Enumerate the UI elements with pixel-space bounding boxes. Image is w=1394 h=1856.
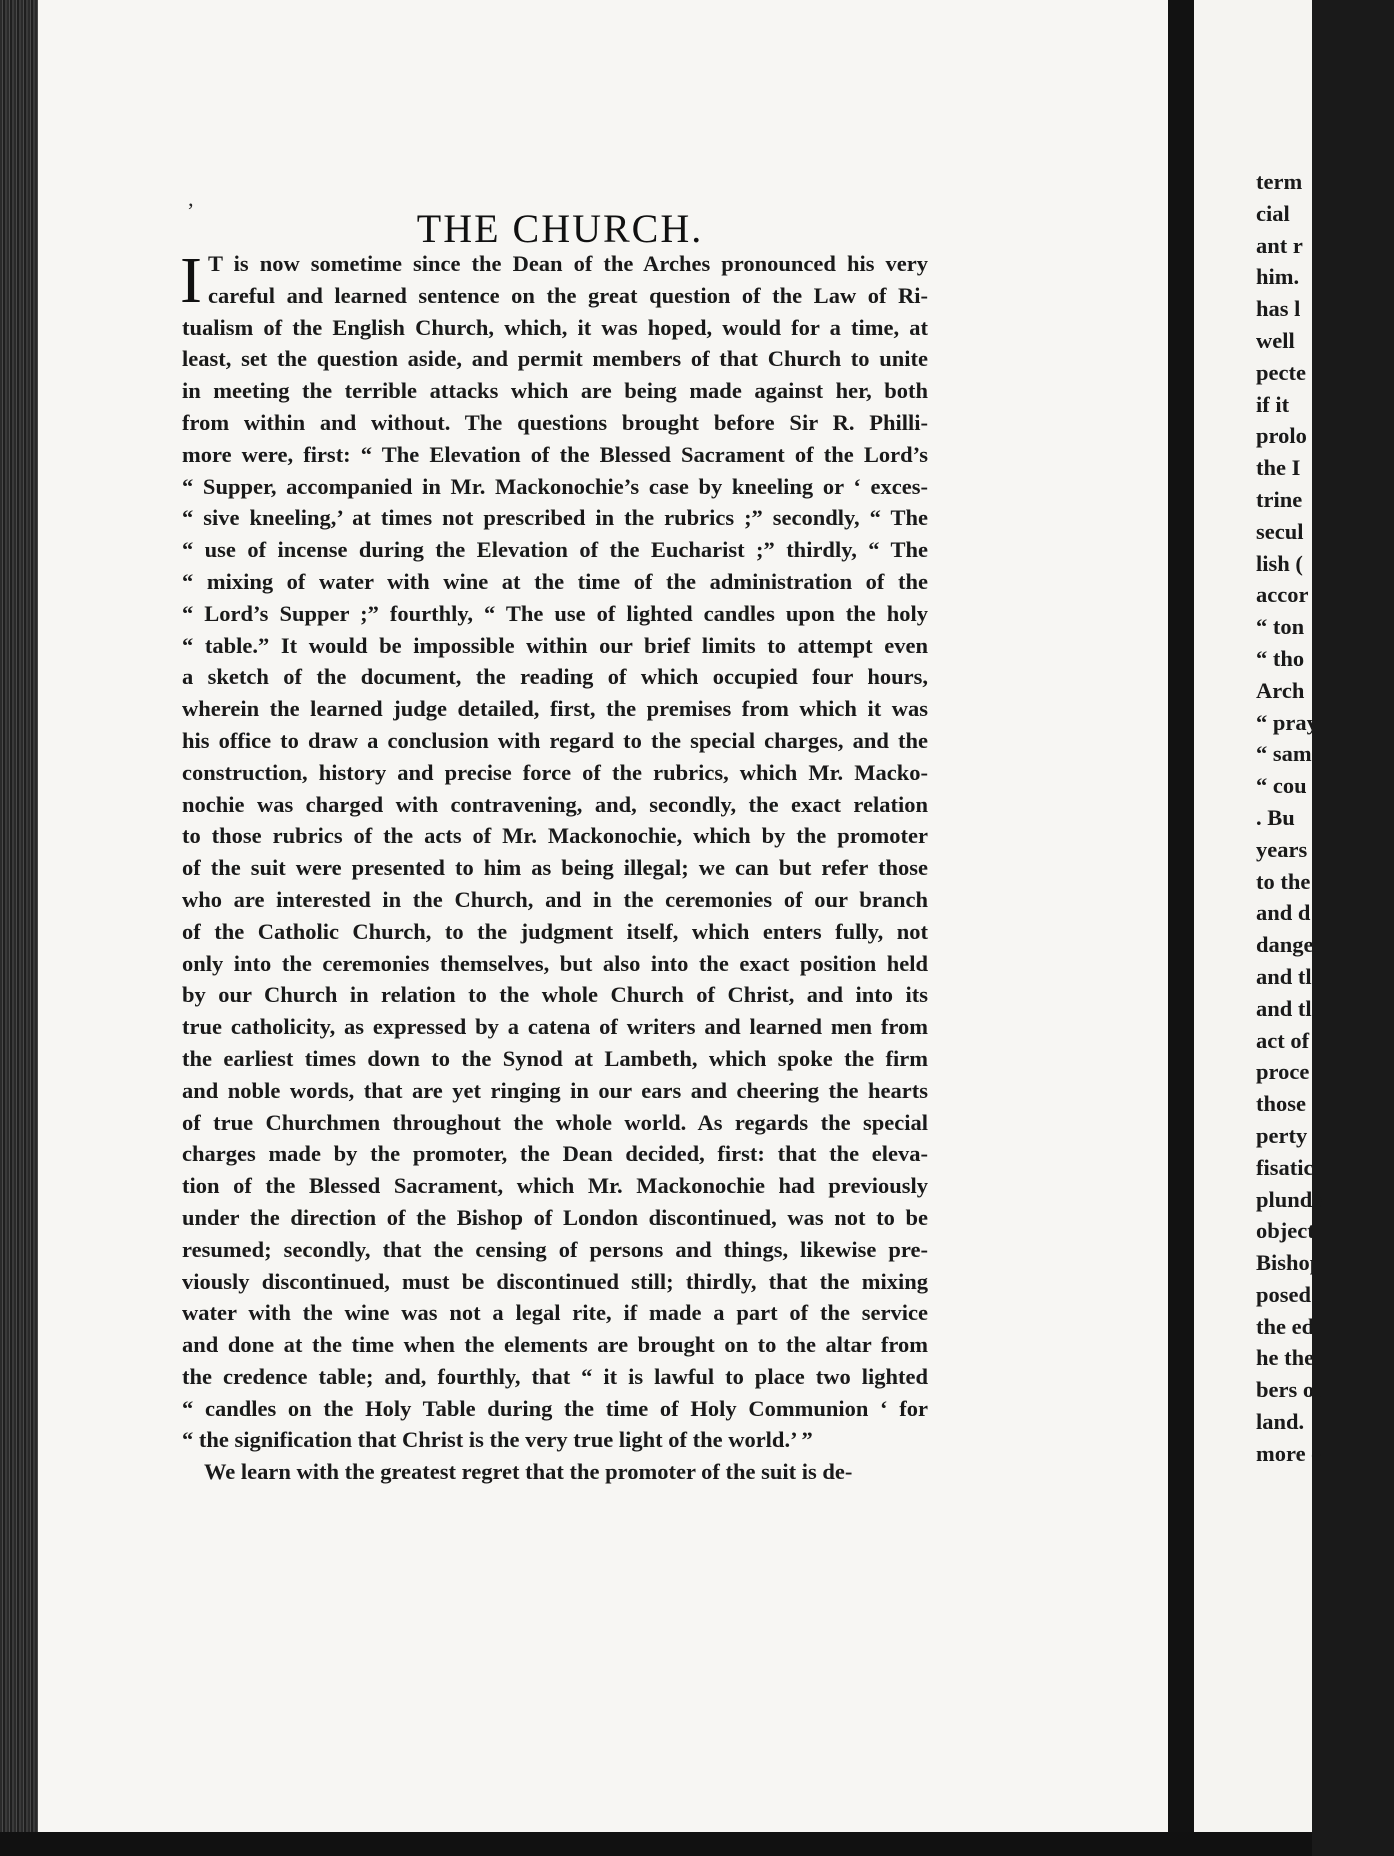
article-line: true catholicity, as expressed by a catena of writers and learned men from — [182, 1014, 928, 1040]
page-gutter — [1168, 0, 1194, 1856]
article-line: to those rubrics of the acts of Mr. Mackonochie, which by the promoter — [182, 823, 928, 849]
facing-page-line: act of — [1256, 1027, 1310, 1053]
facing-page-line: and d — [1256, 900, 1311, 926]
article-line: least, set the question aside, and permit members of that Church to unite — [182, 346, 928, 372]
facing-page-line: and tl — [1256, 963, 1312, 989]
facing-page-line: well — [1256, 327, 1295, 353]
facing-page-line: “ tho — [1256, 645, 1305, 671]
facing-page-line: “ cou — [1256, 773, 1307, 799]
facing-page-line: and tl — [1256, 995, 1312, 1021]
article-line: “ table.” It would be impossible within our brief limits to attempt even — [182, 632, 928, 658]
facing-page-line: “ pray — [1256, 709, 1318, 735]
title-mark: ‚ — [187, 186, 195, 211]
facing-page-line: “ sam — [1256, 741, 1312, 767]
facing-page-line: he the — [1256, 1345, 1315, 1371]
article-body — [180, 244, 928, 1488]
article-line: wherein the learned judge detailed, first, the premises from which it was — [182, 696, 928, 722]
facing-page-line: fisatic — [1256, 1154, 1314, 1180]
article-line: resumed; secondly, that the censing of persons and things, likewise pre- — [182, 1236, 928, 1262]
article-line: tualism of the English Church, which, it was hoped, would for a time, at — [182, 314, 928, 340]
facing-page-line: posed — [1256, 1281, 1312, 1307]
article-line: “ Supper, accompanied in Mr. Mackonochie’s case by kneeling or ‘ exces- — [182, 473, 928, 499]
article-line: tion of the Blessed Sacrament, which Mr. Mackonochie had previously — [182, 1173, 928, 1199]
facing-page-line: trine — [1256, 486, 1303, 512]
facing-page-line: object — [1256, 1218, 1315, 1244]
scan-bottom-edge — [0, 1832, 1312, 1856]
article-line: under the direction of the Bishop of London discontinued, was not to be — [182, 1204, 928, 1230]
article-line: careful and learned sentence on the great question of the Law of Ri- — [208, 282, 928, 308]
facing-page-line: ant r — [1256, 232, 1303, 258]
article-line: charges made by the promoter, the Dean decided, first: that the eleva- — [182, 1141, 928, 1167]
facing-page-line: years — [1256, 836, 1308, 862]
article-line: We learn with the greatest regret that the promoter of the suit is de- — [204, 1459, 853, 1485]
article-line: “ mixing of water with wine at the time of the administration of the — [182, 568, 928, 594]
article-line: nochie was charged with contravening, and, secondly, the exact relation — [182, 791, 928, 817]
article-line: only into the ceremonies themselves, but also into the exact position held — [182, 950, 928, 976]
article-line: and done at the time when the elements are brought on to the altar from — [182, 1332, 928, 1358]
article-line: in meeting the terrible attacks which are being made against her, both — [182, 378, 928, 404]
facing-page-line: cial — [1256, 200, 1290, 226]
facing-page-line: proce — [1256, 1059, 1310, 1085]
article-line: “ use of incense during the Elevation of the Eucharist ;” thirdly, “ The — [182, 537, 928, 563]
article-line: of true Churchmen throughout the whole world. As regards the special — [182, 1109, 928, 1135]
article-line: more were, first: “ The Elevation of the Blessed Sacrament of the Lord’s — [182, 441, 928, 467]
facing-page-line: Arch — [1256, 677, 1305, 703]
facing-page-line: secul — [1256, 518, 1304, 544]
article-line: from within and without. The questions brought before Sir R. Philli- — [182, 409, 928, 435]
article-line-text: T is now sometime since the Dean of the Arches pronounced his very — [208, 251, 928, 276]
article-line: water with the wine was not a legal rite, if made a part of the service — [182, 1300, 928, 1326]
facing-page-line: term — [1256, 169, 1303, 194]
article-line: his office to draw a conclusion with regard to the special charges, and the — [182, 727, 928, 753]
article-line: and noble words, that are yet ringing in our ears and cheering the hearts — [182, 1077, 928, 1103]
article-line: “ the signification that Christ is the very true light of the world.’ ” — [182, 1427, 813, 1453]
article-line: “ Lord’s Supper ;” fourthly, “ The use of lighted candles upon the holy — [182, 600, 928, 626]
article-line: “ candles on the Holy Table during the time of Holy Communion ‘ for — [182, 1395, 928, 1421]
book-spine-shadow — [0, 0, 38, 1856]
article-line: viously discontinued, must be discontinued still; thirdly, that the mixing — [182, 1268, 928, 1294]
article-line: of the Catholic Church, to the judgment itself, which enters fully, not — [182, 918, 928, 944]
article-title: THE CHURCH. — [416, 205, 704, 251]
facing-page-line: plunde — [1256, 1186, 1323, 1212]
facing-page-line: prolo — [1256, 423, 1307, 449]
facing-page-line: land. — [1256, 1409, 1305, 1435]
facing-page-line: bers of — [1256, 1377, 1322, 1403]
article-line: “ sive kneeling,’ at times not prescribed in the rubrics ;” secondly, “ The — [182, 505, 928, 531]
facing-page-line: more e — [1256, 1440, 1322, 1466]
article-line: of the suit were presented to him as being illegal; we can but refer those — [182, 855, 928, 881]
facing-page-line: accor — [1256, 582, 1309, 608]
facing-page-line: those — [1256, 1091, 1306, 1117]
facing-page — [1194, 0, 1323, 1856]
facing-page-line: lish ( — [1256, 550, 1303, 576]
facing-page-line: . Bu — [1256, 804, 1295, 830]
facing-page-line: Bishop — [1256, 1250, 1323, 1276]
facing-page-line: the I — [1256, 455, 1301, 481]
drop-cap: I — [180, 244, 202, 317]
facing-page-line: him. — [1256, 264, 1300, 290]
article-line: the earliest times down to the Synod at Lambeth, which spoke the firm — [182, 1045, 928, 1071]
article-line: the credence table; and, fourthly, that “ it is lawful to place two lighted — [182, 1363, 928, 1389]
article-line: a sketch of the document, the reading of which occupied four hours, — [182, 664, 928, 690]
article-line: who are interested in the Church, and in the ceremonies of our branch — [182, 886, 928, 912]
facing-page-line: if it — [1256, 391, 1290, 417]
facing-page-line: has l — [1256, 296, 1301, 322]
article-line: construction, history and precise force of the rubrics, which Mr. Macko- — [182, 759, 928, 785]
facing-page-column — [1194, 166, 1394, 1470]
article-line: by our Church in relation to the whole Church of Christ, and into its — [182, 982, 928, 1008]
facing-page-line: pecte — [1256, 359, 1306, 385]
facing-page-line: to the — [1256, 868, 1311, 894]
facing-page-line: perty — [1256, 1122, 1308, 1148]
facing-page-line: the ed — [1256, 1313, 1315, 1339]
facing-page-line: dange — [1256, 932, 1314, 958]
facing-page-line: “ ton — [1256, 614, 1305, 640]
